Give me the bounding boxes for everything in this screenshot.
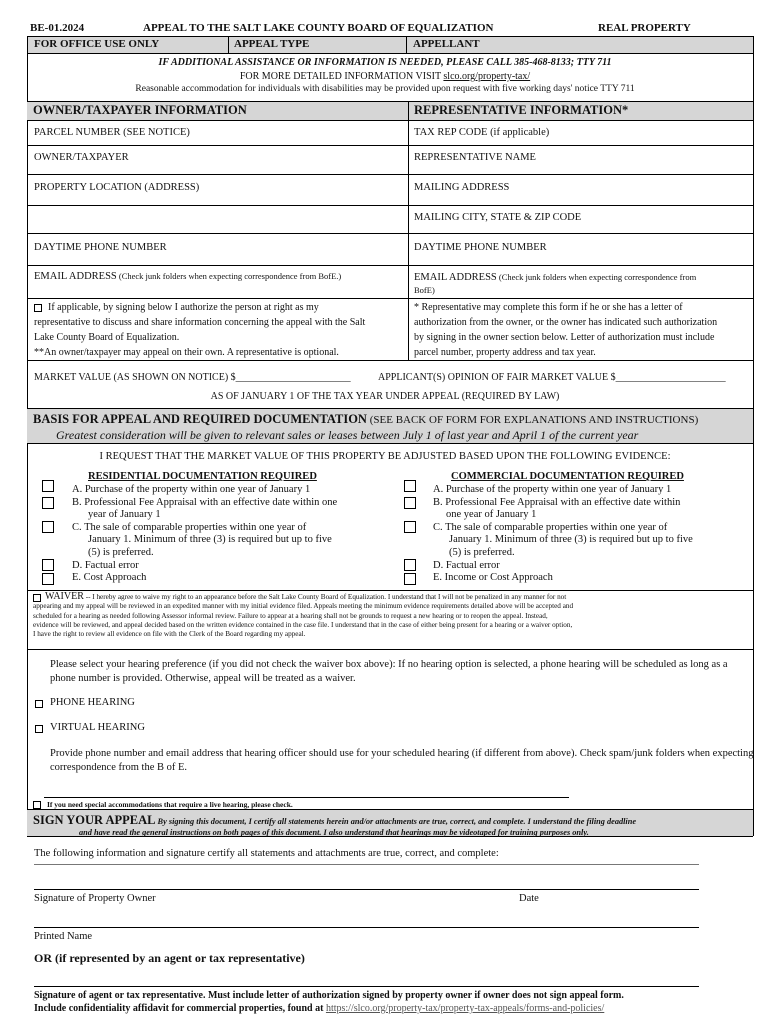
res-d-checkbox[interactable] bbox=[42, 559, 54, 571]
commercial-title: COMMERCIAL DOCUMENTATION REQUIRED bbox=[451, 471, 684, 482]
res-b-checkbox[interactable] bbox=[42, 497, 54, 509]
phone-hearing-label: PHONE HEARING bbox=[50, 697, 135, 708]
form-title: APPEAL TO THE SALT LAKE COUNTY BOARD OF EQUALIZATION bbox=[143, 22, 494, 34]
agent-signature-text: Signature of agent or tax representative. Must include letter of authorization signed by property owner if owner does not sign appeal form. Include confidentiality affidavit for commercial properties, found at https://slco.org/property-tax/property-tax-appeals/forms-and-policies/ bbox=[34, 990, 624, 1014]
authorization-text: If applicable, by signing below I authorize the person at right as my representative to discuss and share information concerning the appeal with the Salt Lake County Board of Equalization. **An owner/taxpayer may appeal on their own. A representative is optional. bbox=[34, 302, 366, 358]
res-c-checkbox[interactable] bbox=[42, 521, 54, 533]
rep-mailing-address-field[interactable]: MAILING ADDRESS bbox=[414, 182, 510, 193]
hearing-contact-line[interactable] bbox=[44, 797, 569, 798]
owner-signature-label: Signature of Property Owner bbox=[34, 893, 156, 904]
com-e-checkbox[interactable] bbox=[404, 573, 416, 585]
printed-name-line[interactable] bbox=[34, 927, 699, 928]
date-label: Date bbox=[519, 893, 539, 904]
sign-heading-block: SIGN YOUR APPEAL By signing this document, I certify all statements herein and/or attachments are true, correct, and complete. I understand the filing deadline and have read the general instructions on both pages of this document. I also understand that hearings may be videotaped for training purposes only. bbox=[33, 813, 637, 837]
opinion-value-field[interactable]: APPLICANT(S) OPINION OF FAIR MARKET VALUE $______________________ bbox=[378, 372, 726, 383]
com-d-checkbox[interactable] bbox=[404, 559, 416, 571]
hearing-preference-text: Please select your hearing preference (if you did not check the waiver box above): If no hearing option is selected, a phone hearing will be scheduled as long as a phone number is provided. Otherwise, appeal will be treated as a waiver. bbox=[50, 659, 728, 684]
rep-city-state-zip-field[interactable]: MAILING CITY, STATE & ZIP CODE bbox=[414, 212, 582, 223]
info-link[interactable]: slco.org/property-tax/ bbox=[443, 71, 531, 82]
com-a-checkbox[interactable] bbox=[404, 480, 416, 492]
waiver-text: WAIVER -- I hereby agree to waive my right to an appearance before the Salt Lake County Board of Equalization. I understand that I will not be penalized in any manner for not appearing and my appeal will be reviewed in an expedited manner with my initial evidence filed. Appeals meeting the minimum evidence requirements detailed above will be accepted and scheduled for a hearing as needed following Assessor informal review. Failure to appear at a hearing shall not be grounds to request a new hearing or to reopen the appeal. Instead, evidence will be reviewed, and appeal decided based on the written evidence contained in the case file. I understand that in the case of either being present for a hearing or a waiver option, I have the right to review all evidence on file with the Clerk of the Board regarding my appeal. bbox=[33, 591, 574, 639]
owner-taxpayer-field[interactable]: OWNER/TAXPAYER bbox=[34, 152, 129, 163]
res-a-checkbox[interactable] bbox=[42, 480, 54, 492]
parcel-number-field[interactable]: PARCEL NUMBER (SEE NOTICE) bbox=[34, 127, 190, 138]
rep-phone-field[interactable]: DAYTIME PHONE NUMBER bbox=[414, 242, 547, 253]
office-use-label: FOR OFFICE USE ONLY bbox=[34, 38, 160, 50]
as-of-note: AS OF JANUARY 1 OF THE TAX YEAR UNDER APPEAL (REQUIRED BY LAW) bbox=[210, 391, 560, 402]
com-b-checkbox[interactable] bbox=[404, 497, 416, 509]
certify-text: The following information and signature certify all statements and attachments are true, correct, and complete: bbox=[34, 848, 499, 859]
basis-heading: BASIS FOR APPEAL AND REQUIRED DOCUMENTATION (SEE BACK OF FORM FOR EXPLANATIONS AND INSTRUCTIONS) bbox=[33, 412, 699, 426]
form-type: REAL PROPERTY bbox=[598, 22, 691, 34]
appellant-label: APPELLANT bbox=[413, 38, 480, 50]
rep-name-field[interactable]: REPRESENTATIVE NAME bbox=[414, 152, 536, 163]
appeal-type-label: APPEAL TYPE bbox=[234, 38, 310, 50]
tax-rep-code-field[interactable]: TAX REP CODE (if applicable) bbox=[414, 127, 550, 138]
agent-signature-line[interactable] bbox=[34, 986, 699, 987]
commercial-options: A. Purchase of the property within one year of January 1 B. Professional Fee Appraisal with an effective date within one year of January 1 C. The sale of comparable properties within one year of January 1. Minimum of three (3) is required but up to five (5) is preferred. D. Factual error E. Income or Cost Approach bbox=[433, 484, 693, 584]
owner-heading: OWNER/TAXPAYER INFORMATION bbox=[33, 103, 247, 117]
market-value-field[interactable]: MARKET VALUE (AS SHOWN ON NOTICE) $_______________________ bbox=[34, 372, 351, 383]
request-line: I REQUEST THAT THE MARKET VALUE OF THIS PROPERTY BE ADJUSTED BASED UPON THE FOLLOWING EVIDENCE: bbox=[99, 451, 671, 462]
representative-note: * Representative may complete this form if he or she has a letter of authorization from the owner, or the owner has indicated such authorization by signing in the owner section below. Letter of authorization must include parcel number, property address and tax year. bbox=[414, 302, 718, 358]
provide-contact-text: Provide phone number and email address that hearing officer should use for your scheduled hearing (if different from above). Check spam/junk folders when expecting correspondence from the B of E. bbox=[50, 748, 754, 773]
special-accommodation-label: If you need special accommodations that require a live hearing, please check. bbox=[47, 800, 293, 809]
owner-signature-line[interactable] bbox=[34, 889, 699, 890]
assistance-line: IF ADDITIONAL ASSISTANCE OR INFORMATION IS NEEDED, PLEASE CALL 385-468-8133; TTY 711 bbox=[158, 57, 612, 68]
basis-subheading: Greatest consideration will be given to relevant sales or leases between July 1 of last year and April 1 of the current year bbox=[56, 428, 639, 442]
res-e-checkbox[interactable] bbox=[42, 573, 54, 585]
property-location-line2-field[interactable] bbox=[34, 210, 404, 230]
com-c-checkbox[interactable] bbox=[404, 521, 416, 533]
residential-options: A. Purchase of the property within one year of January 1 B. Professional Fee Appraisal with an effective date within one year of January 1 C. The sale of comparable properties within one year of January 1. Minimum of three (3) is required but up to five (5) is preferred. D. Factual error E. Cost Approach bbox=[72, 484, 338, 584]
owner-email-field[interactable]: EMAIL ADDRESS (Check junk folders when expecting correspondence from BofE.) bbox=[34, 271, 342, 282]
virtual-hearing-label: VIRTUAL HEARING bbox=[50, 722, 145, 733]
phone-hearing-checkbox[interactable] bbox=[35, 700, 43, 708]
info-visit-line: FOR MORE DETAILED INFORMATION VISIT slco.org/property-tax/ bbox=[239, 71, 531, 82]
special-accommodation-checkbox[interactable] bbox=[33, 801, 41, 809]
form-code: BE-01.2024 bbox=[30, 22, 85, 34]
owner-phone-field[interactable]: DAYTIME PHONE NUMBER bbox=[34, 242, 167, 253]
forms-policies-link[interactable]: https://slco.org/property-tax/property-tax-appeals/forms-and-policies/ bbox=[325, 1003, 605, 1014]
rep-email-field[interactable]: EMAIL ADDRESS (Check junk folders when expecting correspondence from BofE) bbox=[414, 272, 697, 295]
virtual-hearing-checkbox[interactable] bbox=[35, 725, 43, 733]
accommodation-line: Reasonable accommodation for individuals with disabilities may be provided upon request with five working days' notice TTY 711 bbox=[135, 84, 635, 94]
rep-heading: REPRESENTATIVE INFORMATION* bbox=[414, 103, 629, 117]
printed-name-label: Printed Name bbox=[34, 931, 93, 942]
property-location-field[interactable]: PROPERTY LOCATION (ADDRESS) bbox=[34, 182, 200, 193]
residential-title: RESIDENTIAL DOCUMENTATION REQUIRED bbox=[88, 471, 317, 482]
or-agent-label: OR (if represented by an agent or tax representative) bbox=[34, 951, 305, 965]
